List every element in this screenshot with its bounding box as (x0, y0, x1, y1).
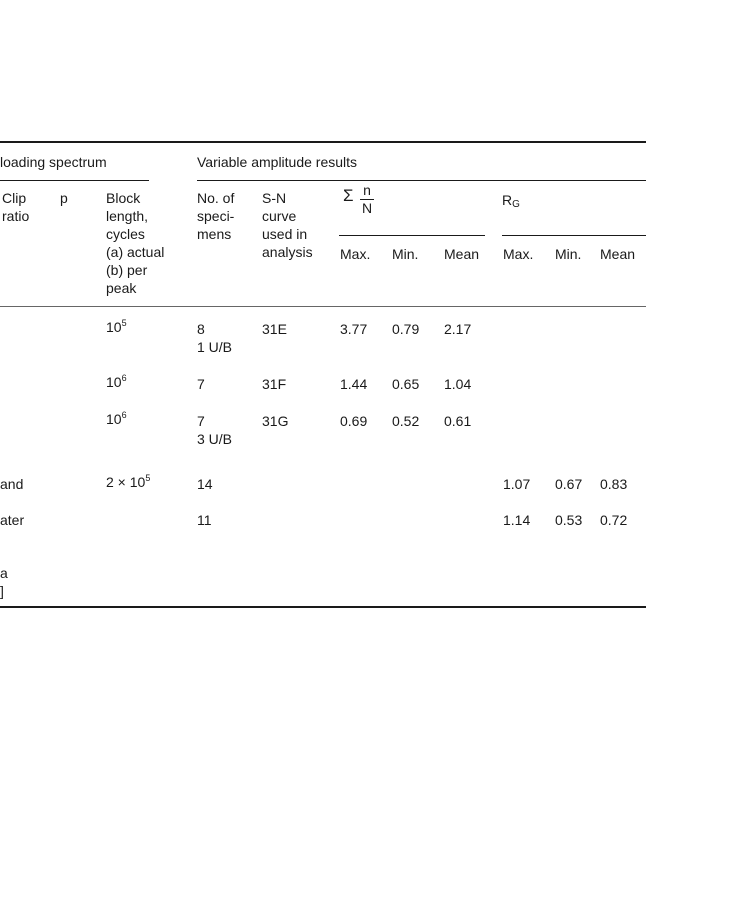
loading-group-rule (0, 180, 149, 181)
row1-sum-mean: 2.17 (444, 321, 472, 337)
specimens-header: No. of speci- mens (197, 190, 235, 242)
row5-rg-mean: 0.72 (600, 512, 628, 528)
block-length-header: Block length, cycles (a) actual (b) per peak (106, 190, 165, 296)
row3-sn: 31G (262, 413, 289, 429)
p-header: p (60, 190, 68, 206)
sum-mean-header: Mean (444, 246, 480, 262)
row4-left-text: and (0, 476, 24, 492)
row4-rg-max: 1.07 (503, 476, 531, 492)
sum-max-header: Max. (340, 246, 371, 262)
row2-sn: 31F (262, 376, 287, 392)
row3-sum-max: 0.69 (340, 413, 368, 429)
sum-numerator: n (363, 182, 371, 198)
row1-sum-min: 0.79 (392, 321, 420, 337)
row1-sum-max: 3.77 (340, 321, 368, 337)
rg-subgroup-rule (502, 235, 646, 236)
sum-min-header: Min. (392, 246, 419, 262)
row1-sn: 31E (262, 321, 287, 337)
sum-denominator: N (361, 200, 373, 216)
sn-curve-header: S-N curve used in analysis (262, 190, 313, 260)
row3-sum-min: 0.52 (392, 413, 420, 429)
header-bottom-rule (0, 306, 646, 307)
footer-left-fragment-2: ] (0, 583, 4, 599)
row3-specimens: 7 3 U/B (197, 413, 233, 447)
loading-spectrum-header: loading spectrum (0, 154, 107, 170)
row2-sum-mean: 1.04 (444, 376, 472, 392)
row2-sum-max: 1.44 (340, 376, 368, 392)
footer-left-fragment-1: a (0, 565, 8, 581)
row5-rg-max: 1.14 (503, 512, 531, 528)
row5-rg-min: 0.53 (555, 512, 583, 528)
clip-ratio-header: Clip ratio (2, 190, 30, 224)
row2-specimens: 7 (197, 376, 205, 392)
row5-specimens: 11 (197, 512, 212, 528)
row3-block: $10^6$ (106, 410, 127, 427)
row2-sum-min: 0.65 (392, 376, 420, 392)
rg-mean-header: Mean (600, 246, 636, 262)
row4-rg-mean: 0.83 (600, 476, 628, 492)
sum-subgroup-rule (339, 235, 485, 236)
row5-left-text: ater (0, 512, 25, 528)
rg-max-header: Max. (503, 246, 534, 262)
row1-block: $10^5$ (106, 318, 127, 335)
row2-block: $10^6$ (106, 373, 127, 390)
variable-group-rule (197, 180, 646, 181)
row4-specimens: 14 (197, 476, 213, 492)
variable-amplitude-header: Variable amplitude results (197, 154, 358, 170)
sum-symbol: Σ (343, 186, 354, 205)
bottom-rule (0, 606, 646, 608)
row1-specimens: 8 1 U/B (197, 321, 233, 355)
row4-rg-min: 0.67 (555, 476, 583, 492)
rg-header: $R_G$ (502, 192, 520, 210)
row4-block: $2 \times 10^5$ (106, 473, 151, 490)
top-rule (0, 141, 646, 143)
rg-min-header: Min. (555, 246, 582, 262)
row3-sum-mean: 0.61 (444, 413, 472, 429)
